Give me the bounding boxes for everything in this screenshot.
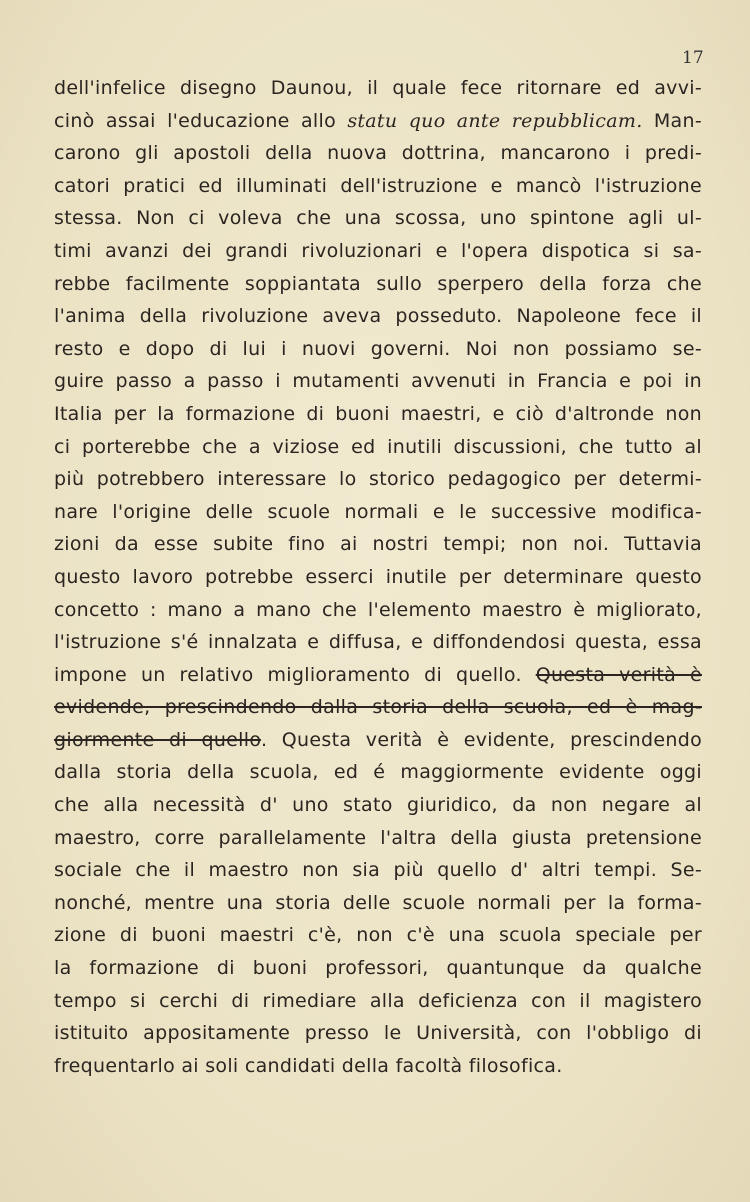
- text-line: resto e dopo di lui i nuovi governi. Noi non possiamo se-: [54, 337, 702, 360]
- text-line: stessa. Non ci voleva che una scossa, uno spintone agli ul-: [54, 207, 702, 230]
- text-line: ci porterebbe che a viziose ed inutili discussioni, che tutto al: [54, 435, 702, 458]
- text-line: sociale che il maestro non sia più quello d' altri tempi. Se-: [54, 859, 702, 882]
- struck-through-text: evidende, prescindendo dalla storia della scuola, ed è mag-: [54, 696, 702, 719]
- text-line: dalla storia della scuola, ed é maggiormente evidente oggi: [54, 761, 702, 784]
- struck-through-text: giormente di quello: [54, 728, 261, 751]
- text-line: guire passo a passo i mutamenti avvenuti in Francia e poi in: [54, 370, 702, 393]
- text-line: [54, 691, 702, 724]
- text-line: l'anima della rivoluzione aveva posseduto. Napoleone fece il: [54, 305, 702, 328]
- text-line: dell'infelice disegno Daunou, il quale fece ritornare ed avvi-: [54, 77, 702, 99]
- text-line: nonché, mentre una storia delle scuole normali per la forma-: [54, 891, 702, 914]
- text-line: Italia per la formazione di buoni maestri, e ciò d'altronde non: [54, 402, 702, 425]
- italic-phrase: statu quo ante repubblicam.: [347, 109, 643, 132]
- text-line: zioni da esse subite fino ai nostri tempi; non noi. Tuttavia: [54, 533, 702, 556]
- body-text: [54, 72, 702, 1082]
- text-line: impone un relativo miglioramento di quello. Questa verità è: [54, 663, 702, 686]
- text-line: l'istruzione s'é innalzata e diffusa, e diffondendosi questa, essa: [54, 631, 702, 654]
- text-line: nare l'origine delle scuole normali e le successive modifica-: [54, 500, 702, 523]
- text-line: questo lavoro potrebbe esserci inutile per determinare questo: [54, 565, 702, 588]
- text-line: catori pratici ed illuminati dell'istruzione e mancò l'istruzione: [54, 174, 702, 197]
- struck-through-text: Questa verità è: [535, 663, 702, 686]
- text-line: carono gli apostoli della nuova dottrina, mancarono i predi-: [54, 142, 702, 165]
- text-line: più potrebbero interessare lo storico pedagogico per determi-: [54, 468, 702, 491]
- text-line: maestro, corre parallelamente l'altra della giusta pretensione: [54, 826, 702, 849]
- text-line: tempo si cerchi di rimediare alla deficienza con il magistero: [54, 989, 702, 1012]
- page-number: 17: [682, 48, 704, 68]
- text-line: zione di buoni maestri c'è, non c'è una scuola speciale per: [54, 924, 702, 947]
- text-line: cinò assai l'educazione allo statu quo ante repubblicam. Man-: [54, 109, 702, 132]
- text-line: la formazione di buoni professori, quantunque da qualche: [54, 957, 702, 980]
- text-line: timi avanzi dei grandi rivoluzionari e l'opera dispotica si sa-: [54, 239, 702, 262]
- text-line: giormente di quello. Questa verità è evidente, prescindendo: [54, 728, 702, 751]
- text-line: istituito appositamente presso le Università, con l'obbligo di: [54, 1022, 702, 1045]
- text-line: frequentarlo ai soli candidati della facoltà filosofica.: [54, 1054, 563, 1077]
- text-line: che alla necessità d' uno stato giuridico, da non negare al: [54, 794, 702, 817]
- text-line: rebbe facilmente soppiantata sullo sperpero della forza che: [54, 272, 702, 295]
- text-line: concetto : mano a mano che l'elemento maestro è migliorato,: [54, 598, 702, 621]
